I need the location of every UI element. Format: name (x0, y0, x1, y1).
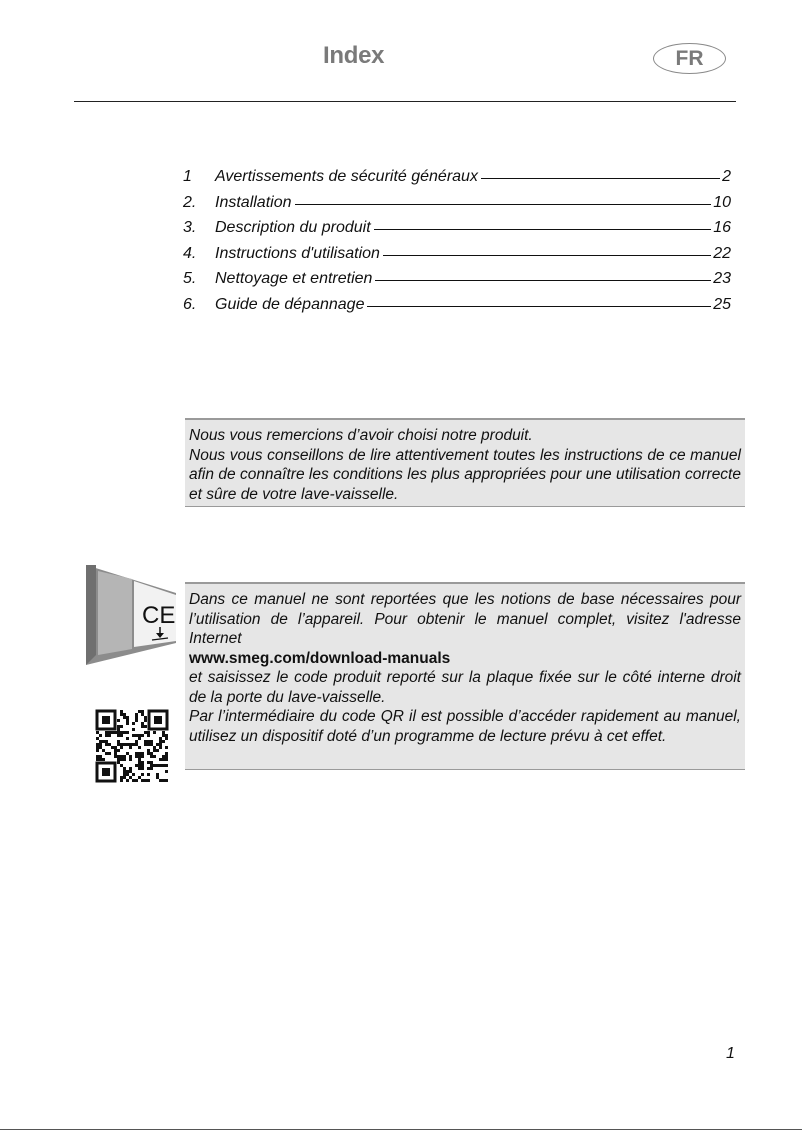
qr-code-text: Par l’intermédiaire du code QR il est possible d’accéder rapidement au manuel, utilisez un dispositif doté d’un programme de lecture prévu à cet effet. (189, 708, 741, 745)
toc-number: 3. (183, 219, 197, 236)
qr-code-icon (95, 709, 169, 783)
toc-page: 25 (713, 295, 731, 313)
toc-number: 6. (183, 295, 197, 313)
page-title: Index (323, 42, 385, 69)
table-of-contents (183, 168, 731, 321)
toc-entry[interactable] (183, 270, 731, 296)
thank-you-note (185, 418, 745, 507)
toc-leader-line (481, 178, 720, 179)
toc-number: 2. (183, 193, 197, 211)
toc-number: 5. (183, 270, 197, 287)
bottom-divider (0, 1129, 802, 1130)
toc-entry[interactable] (183, 296, 731, 322)
toc-title: Installation (215, 193, 292, 211)
advice-paragraph: Nous vous conseillons de lire attentivement toutes les instructions de ce manuel afin de connaître les conditions les plus appropriées pour une utilisation correcte et sûre de votre lave-vaisselle. (189, 446, 741, 503)
toc-page: 22 (713, 244, 731, 262)
toc-entry[interactable] (183, 219, 731, 245)
toc-leader-line (367, 306, 711, 307)
appliance-rating-plate-icon (86, 565, 176, 665)
toc-leader-line (374, 229, 712, 230)
page-number: 1 (726, 1045, 735, 1062)
toc-leader-line (295, 204, 712, 205)
manual-download-note (185, 582, 745, 770)
toc-page: 23 (713, 270, 731, 287)
toc-title: Guide de dépannage (215, 295, 365, 313)
thank-you-line: Nous vous remercions d’avoir choisi notre produit. (189, 427, 533, 444)
toc-title: Description du produit (215, 219, 371, 236)
toc-page: 10 (713, 193, 731, 211)
toc-page: 2 (722, 168, 731, 185)
toc-leader-line (375, 280, 711, 281)
manual-intro-text: Dans ce manuel ne sont reportées que les notions de base nécessaires pour l’utilisation de l’appareil. Pour obtenir le manuel complet, visitez l'adresse Internet (189, 591, 741, 647)
toc-title: Instructions d'utilisation (215, 244, 380, 262)
toc-entry[interactable] (183, 194, 731, 220)
toc-page: 16 (713, 219, 731, 236)
toc-entry[interactable] (183, 245, 731, 271)
header-divider (74, 101, 736, 102)
ce-mark: CE (142, 602, 176, 629)
toc-title: Nettoyage et entretien (215, 270, 373, 287)
toc-leader-line (383, 255, 711, 256)
toc-entry[interactable] (183, 168, 731, 194)
toc-title: Avertissements de sécurité généraux (215, 168, 478, 185)
toc-number: 1 (183, 168, 192, 185)
product-code-text: et saisissez le code produit reporté sur la plaque fixée sur le côté interne droit de la porte du lave-vaisselle. (189, 669, 741, 706)
download-manuals-link[interactable]: www.smeg.com/download-manuals (189, 649, 451, 667)
language-badge: FR (653, 43, 726, 74)
toc-number: 4. (183, 244, 197, 262)
